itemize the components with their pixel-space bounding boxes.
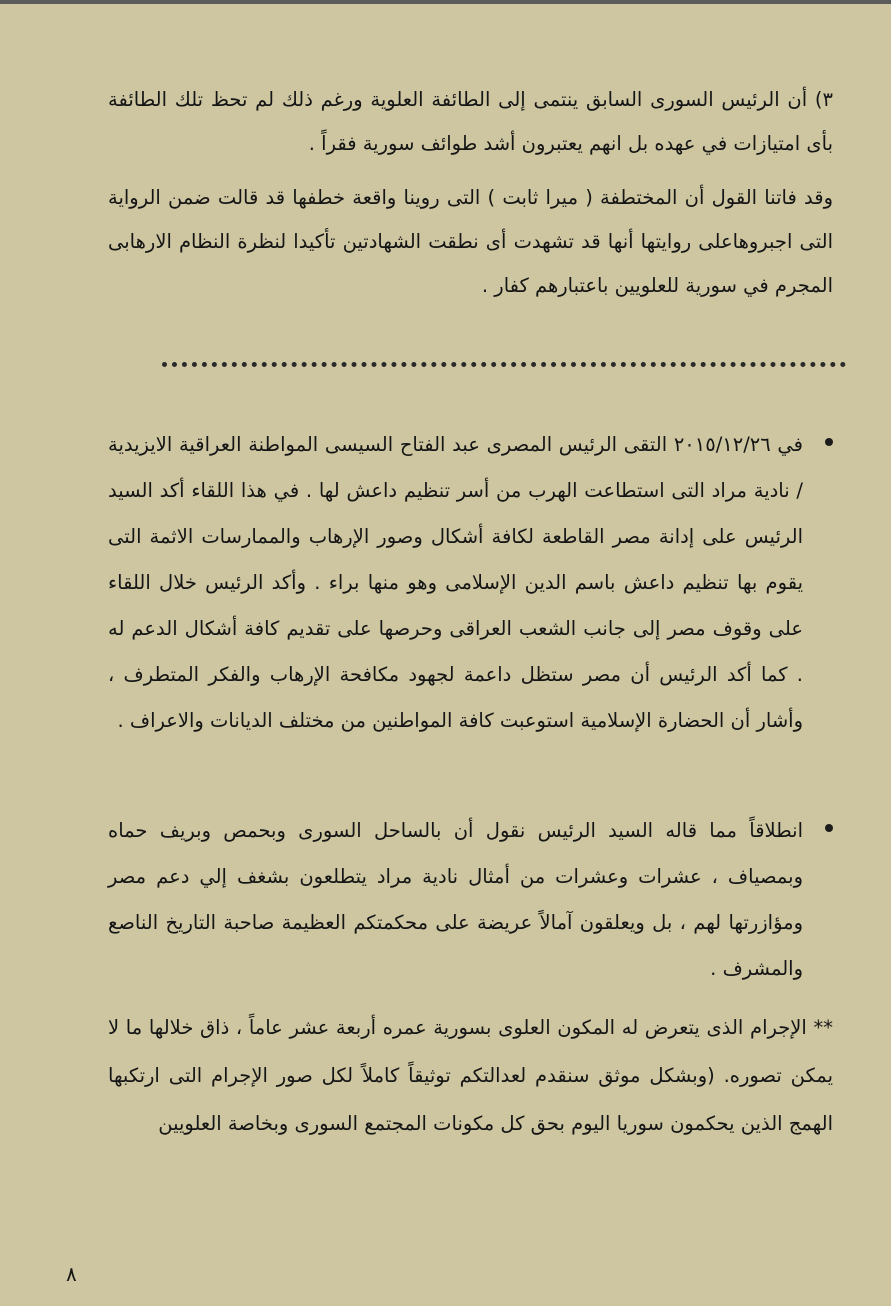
bullet-text: في ٢٠١٥/١٢/٢٦ التقى الرئيس المصرى عبد الفتاح السيسى المواطنة العراقية الايزيدية / نادية مراد التى استطاعت الهرب من أسر تنظيم داعش لها . في هذا اللقاء أكد السيد الرئيس على إدانة مصر القاطعة لكافة أشكال وصور الإرهاب والممارسات الاثمة التى يقوم بها تنظيم داعش باسم الدين الإسلامى وهو منها براء . وأكد الرئيس خلال اللقاء على وقوف مصر إلى جانب الشعب العراقى وحرصها على تقديم كافة أشكال الدعم له . كما أكد الرئيس أن مصر ستظل داعمة لجهود مكافحة الإرهاب والفكر المتطرف ، وأشار أن الحضارة الإسلامية استوعبت كافة المواطنين من مختلف الديانات والاعراف . <box>108 433 803 732</box>
bullet-item-coast <box>108 808 833 992</box>
paragraph-conclusion: ** الإجرام الذى يتعرض له المكون العلوى بسورية عمره أربعة عشر عاماً ، ذاق خلالها ما لا يمكن تصوره. (وبشكل موثق سنقدم لعدالتكم توثيقاً كاملاً لكل صور الإجرام التى ارتكبها الهمج الذين يحكمون سوريا اليوم بحق كل مكونات المجتمع السورى وبخاصة العلويين <box>108 1016 833 1135</box>
bullet-icon <box>825 438 833 446</box>
paragraph-point-3: ٣) أن الرئيس السورى السابق ينتمى إلى الطائفة العلوية ورغم ذلك لم تحظ تلك الطائفة بأى امتيازات في عهده بل انهم يعتبرون أشد طوائف سورية فقراً . <box>108 88 833 155</box>
bullet-item-sisi-meeting <box>108 422 833 744</box>
page-number: ٨ <box>66 1262 77 1286</box>
bullet-text: انطلاقاً مما قاله السيد الرئيس نقول أن بالساحل السورى وبحمص وبريف حماه وبمصياف ، عشرات وعشرات من أمثال نادية مراد يتطلعون بشغف إلي دعم مصر ومؤازرتها لهم ، بل ويعلقون آمالاً عريضة على محكمتكم العظيمة صاحبة التاريخ الناصع والمشرف . <box>108 819 803 980</box>
bullet-icon <box>825 824 833 832</box>
dotted-divider <box>162 362 846 367</box>
paragraph-mira-thabet: وقد فاتنا القول أن المختطفة ( ميرا ثابت ) التى روينا واقعة خطفها قد قالت ضمن الرواية التى اجبروهاعلى روايتها أنها قد تشهدت أى نطقت الشهادتين تأكيدا لنظرة النظام الارهابى المجرم في سورية للعلويين باعتبارهم كفار . <box>108 186 833 297</box>
top-border <box>0 0 891 4</box>
